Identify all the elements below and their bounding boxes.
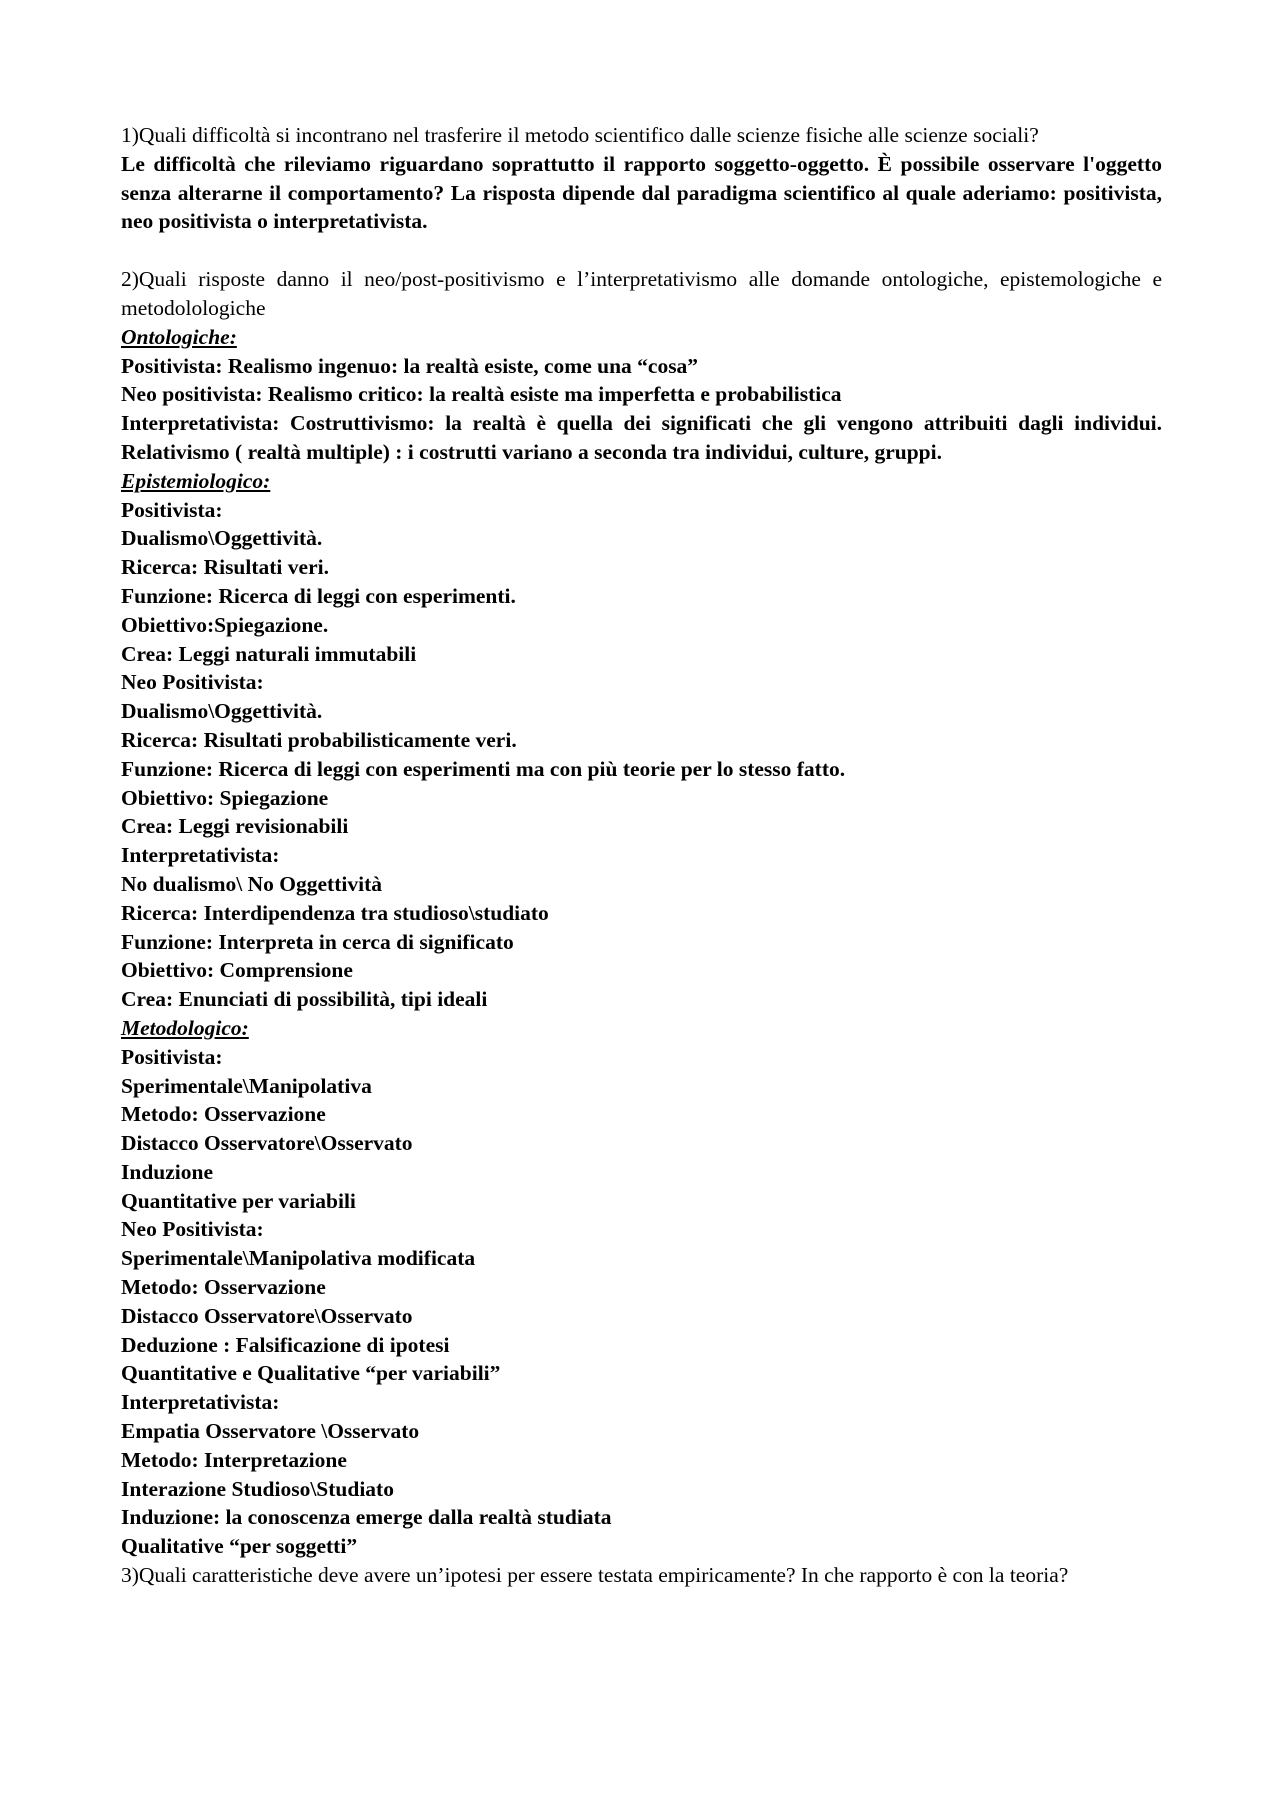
metodologico-line: Distacco Osservatore\Osservato bbox=[121, 1303, 413, 1328]
epistemiologico-line: Crea: Enunciati di possibilità, tipi ideali bbox=[121, 987, 488, 1012]
epistemiologico-line: Funzione: Ricerca di leggi con esperimenti. bbox=[121, 583, 516, 608]
metodologico-line: Distacco Osservatore\Osservato bbox=[121, 1131, 413, 1156]
ontologiche-positivista: Positivista: Realismo ingenuo: la realtà esiste, come una “cosa” bbox=[121, 353, 699, 378]
heading-metodologico: Metodologico: bbox=[121, 1015, 249, 1040]
epistemiologico-line: Funzione: Ricerca di leggi con esperimenti ma con più teorie per lo stesso fatto. bbox=[121, 756, 846, 781]
epistemiologico-line: Obiettivo: Comprensione bbox=[121, 958, 353, 983]
metodologico-line: Sperimentale\Manipolativa bbox=[121, 1073, 372, 1098]
metodologico-line: Induzione: la conoscenza emerge dalla realtà studiata bbox=[121, 1505, 612, 1530]
metodologico-line: Quantitative e Qualitative “per variabili” bbox=[121, 1361, 501, 1386]
answer-1: Le difficoltà che rileviamo riguardano soprattutto il rapporto soggetto-oggetto. È possibile osservare l'oggetto senza alterarne il comportamento? La risposta dipende dal paradigma scientifico al quale aderiamo: positivista, neo positivista o interpretativista. bbox=[121, 151, 1162, 234]
epistemiologico-line: Ricerca: Risultati veri. bbox=[121, 555, 329, 580]
metodologico-line: Metodo: Interpretazione bbox=[121, 1447, 347, 1472]
heading-ontologiche: Ontologiche: bbox=[121, 324, 237, 349]
epistemiologico-line: Dualismo\Oggettività. bbox=[121, 699, 323, 724]
epistemiologico-line: Obiettivo: Spiegazione bbox=[121, 785, 329, 810]
epistemiologico-line: Crea: Leggi naturali immutabili bbox=[121, 641, 417, 666]
epistemiologico-line: Interpretativista: bbox=[121, 843, 280, 868]
epistemiologico-line: Positivista: bbox=[121, 497, 223, 522]
metodologico-line: Metodo: Osservazione bbox=[121, 1275, 326, 1300]
metodologico-line: Quantitative per variabili bbox=[121, 1188, 356, 1213]
epistemiologico-line: Dualismo\Oggettività. bbox=[121, 526, 323, 551]
metodologico-line: Sperimentale\Manipolativa modificata bbox=[121, 1246, 476, 1271]
ontologiche-interpretativista: Interpretativista: Costruttivismo: la realtà è quella dei significati che gli vengono attribuiti dagli individui. Relativismo ( realtà multiple) : i costrutti variano a seconda tra individui, culture, gruppi. bbox=[121, 411, 1162, 464]
epistemiologico-line: Ricerca: Risultati probabilisticamente veri. bbox=[121, 727, 517, 752]
paragraph-gap bbox=[121, 236, 1162, 265]
metodologico-line: Neo Positivista: bbox=[121, 1217, 264, 1242]
epistemiologico-line: Neo Positivista: bbox=[121, 670, 264, 695]
metodologico-line: Metodo: Osservazione bbox=[121, 1102, 326, 1127]
metodologico-line: Qualitative “per soggetti” bbox=[121, 1534, 358, 1559]
metodologico-line: Deduzione : Falsificazione di ipotesi bbox=[121, 1332, 450, 1357]
metodologico-line: Induzione bbox=[121, 1159, 214, 1184]
question-2: 2)Quali risposte danno il neo/post-positivismo e l’interpretativismo alle domande ontologiche, epistemologiche e metodolologiche bbox=[121, 267, 1162, 320]
metodologico-line: Interazione Studioso\Studiato bbox=[121, 1476, 394, 1501]
epistemiologico-line: Funzione: Interpreta in cerca di significato bbox=[121, 929, 514, 954]
heading-epistemiologico: Epistemiologico: bbox=[121, 468, 271, 493]
ontologiche-neo-positivista: Neo positivista: Realismo critico: la realtà esiste ma imperfetta e probabilistica bbox=[121, 382, 842, 407]
question-3: 3)Quali caratteristiche deve avere un’ipotesi per essere testata empiricamente? In che rapporto è con la teoria? bbox=[121, 1563, 1069, 1588]
epistemiologico-line: Crea: Leggi revisionabili bbox=[121, 814, 349, 839]
document-page bbox=[121, 121, 1162, 1590]
epistemiologico-line: Ricerca: Interdipendenza tra studioso\studiato bbox=[121, 900, 549, 925]
metodologico-line: Interpretativista: bbox=[121, 1390, 280, 1415]
metodologico-line: Empatia Osservatore \Osservato bbox=[121, 1419, 420, 1444]
epistemiologico-line: No dualismo\ No Oggettività bbox=[121, 871, 382, 896]
epistemiologico-line: Obiettivo:Spiegazione. bbox=[121, 612, 329, 637]
metodologico-line: Positivista: bbox=[121, 1044, 223, 1069]
question-1: 1)Quali difficoltà si incontrano nel trasferire il metodo scientifico dalle scienze fisiche alle scienze sociali? bbox=[121, 123, 1039, 147]
